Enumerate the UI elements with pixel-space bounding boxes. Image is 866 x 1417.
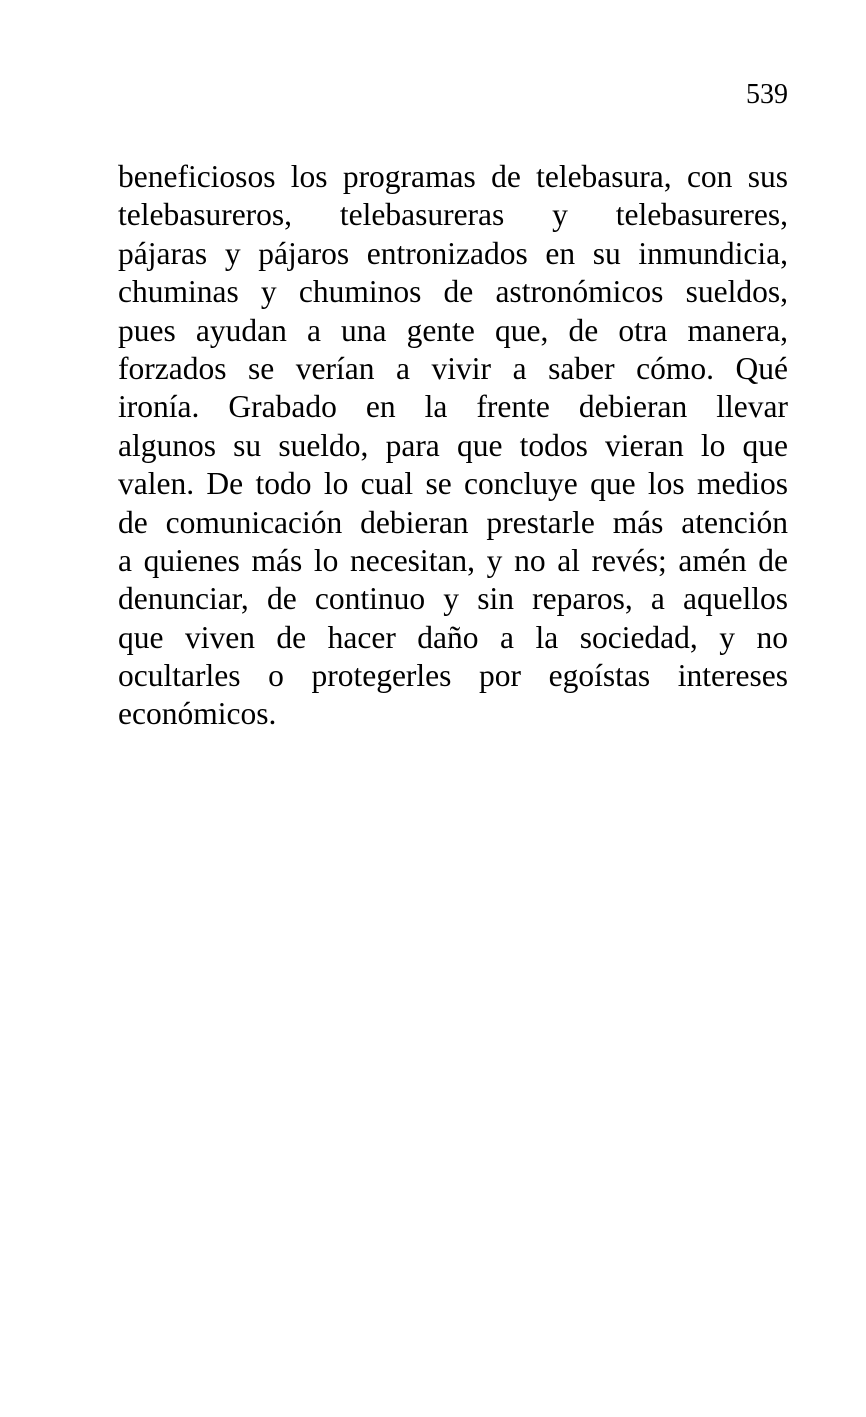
text-line: a quienes más lo necesitan, y no al revés; amén de — [118, 542, 788, 578]
text-line: que viven de hacer daño a la sociedad, y no — [118, 619, 788, 655]
text-line: telebasureros, telebasureras y telebasureres, — [118, 197, 788, 233]
text-line: económicos. — [118, 696, 277, 732]
text-line: ironía. Grabado en la frente debieran llevar — [118, 389, 788, 425]
text-line: de comunicación debieran prestarle más atención — [118, 504, 788, 540]
text-line: chuminas y chuminos de astronómicos sueldos, — [118, 274, 788, 310]
text-line: pájaras y pájaros entronizados en su inmundicia, — [118, 235, 788, 271]
body-paragraph — [118, 158, 788, 734]
text-line: ocultarles o protegerles por egoístas intereses — [118, 658, 788, 694]
text-line: valen. De todo lo cual se concluye que los medios — [118, 466, 788, 502]
page-number: 539 — [746, 79, 788, 110]
text-line: algunos su sueldo, para que todos vieran lo que — [118, 427, 788, 463]
text-line: forzados se verían a vivir a saber cómo. Qué — [118, 350, 788, 386]
text-line: pues ayudan a una gente que, de otra manera, — [118, 312, 788, 348]
text-line: denunciar, de continuo y sin reparos, a aquellos — [118, 581, 788, 617]
text-line: beneficiosos los programas de telebasura, con sus — [118, 159, 788, 194]
